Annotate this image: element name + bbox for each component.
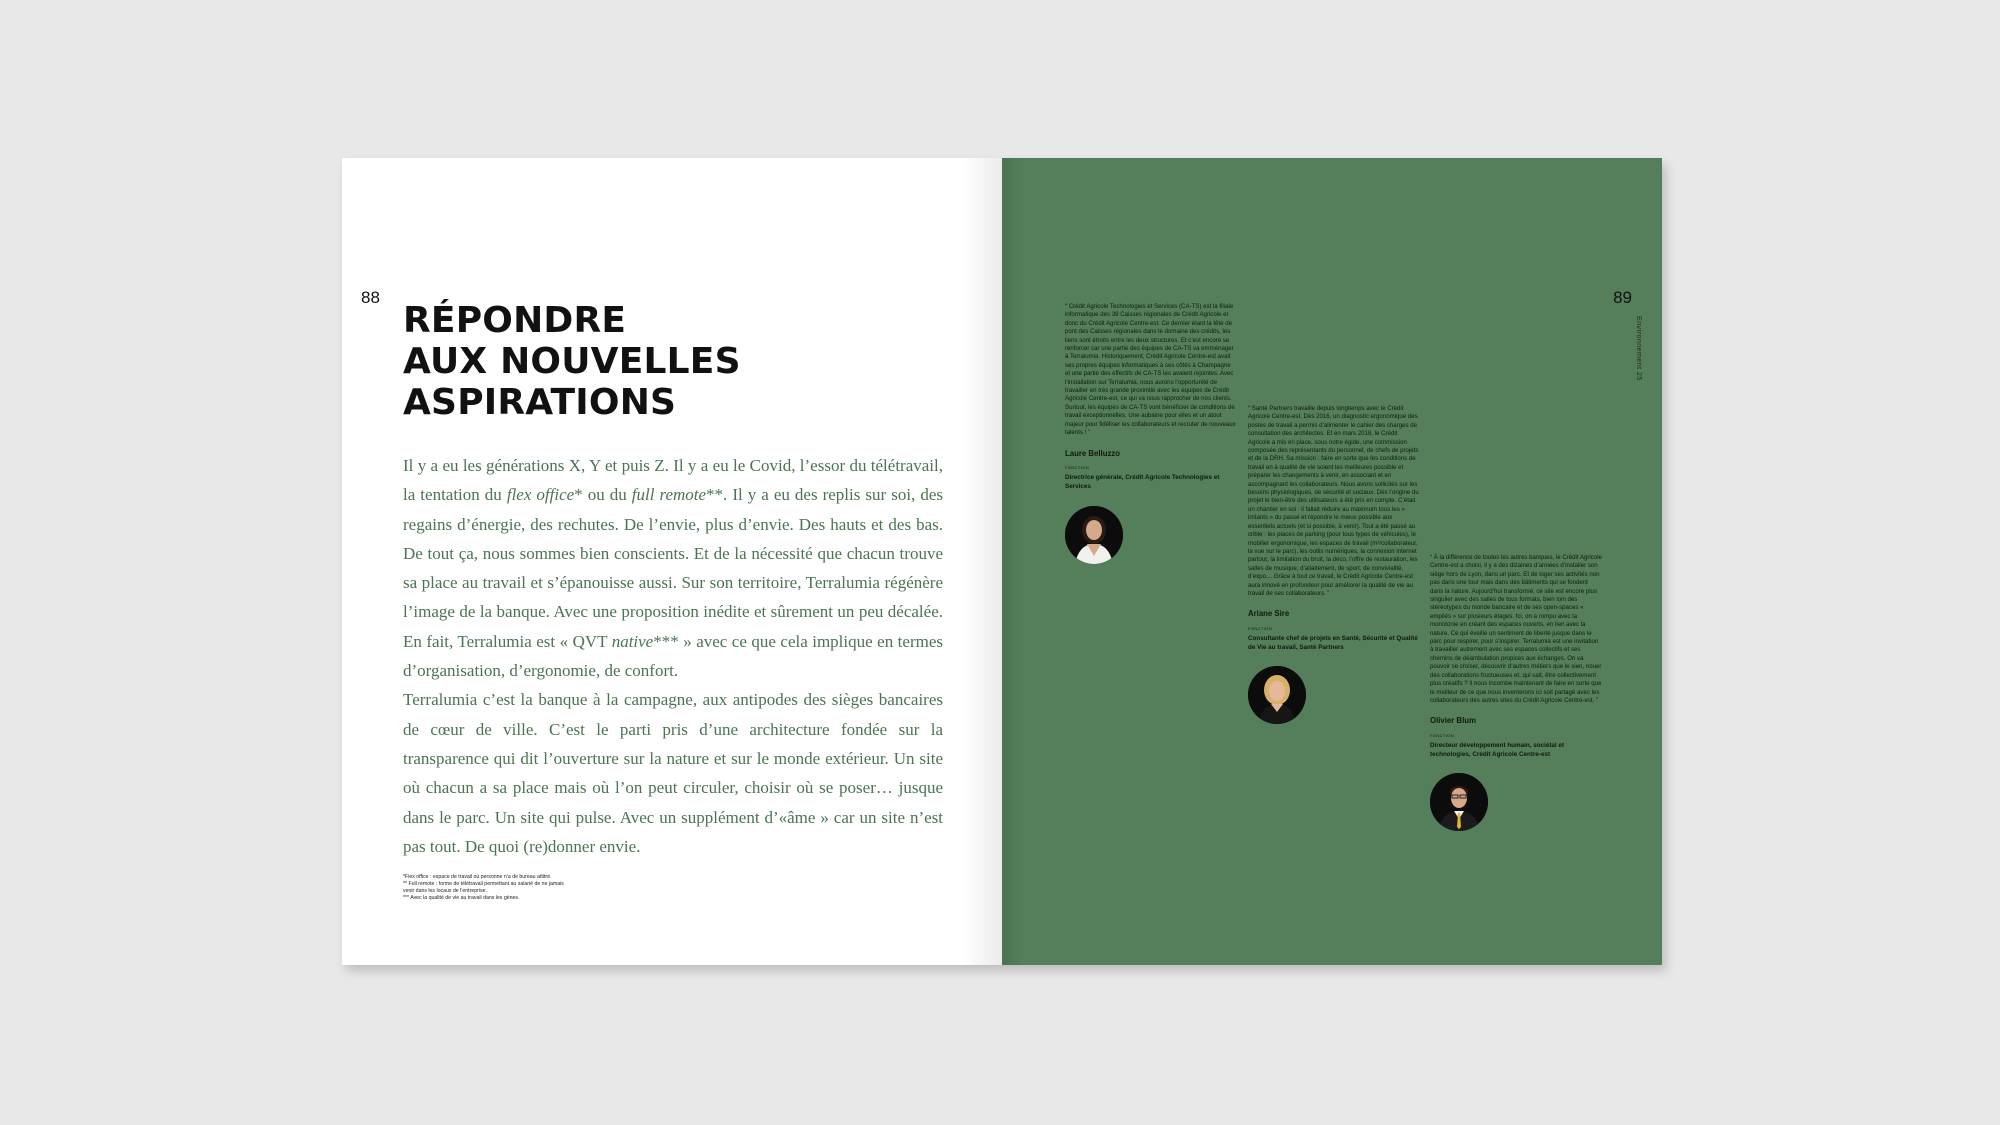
text-run: * ou du — [574, 485, 632, 505]
testimonial-quote: “ Crédit Agricole Technologies et Services (CA-TS) est la filiale informatique des 39 Caisses régionales de Crédit Agricole et donc du Crédit Agricole Centre-est. Ce dernier étant la tête de pont des Caisses régionales dans le domaine des crédits, les liens sont étroits entre les deux structures. Et c’est encore se renforcer car une partie des équipes de CA-TS va emménager à Terralumia. Historiquement, Crédit Agricole Centre-est avait ses propres équipes informatiques à ses côtés à Champagne et une partie des effectifs de CA-TS les avaient rejointes. Avec l’installation sur Terralumia, nous aurons l’opportunité de travailler en très grande proximité avec les équipes de Crédit Agricole Centre-est, ce qui va nous rapprocher de nos clients. Surtout, les équipes de CA-TS vont bénéficier de conditions de travail exceptionnelles. Une aubaine pour elles et un atout majeur pour fidéliser les collaborateurs et recruter de nouveaux talents ! ” — [1065, 303, 1236, 437]
testimonial-quote: “ Santé Partners travaille depuis longtemps avec le Crédit Agricole Centre-est. Dès 2016, un diagnostic ergonomique des postes de travail a permis d’alimenter le cahier des charges de consultation des architectes. Et en mars 2018, le Crédit Agricole a mis en place, sous notre égide, une commission composée des représentants du personnel, de chefs de projets et de la DRH. Sa mission : faire en sorte que les conditions de travail en à qualité de vie soient les meilleures possible et préparer les changements à venir, en associant et en accompagnant les collaborateurs. Nous avons sollicités sur les besoins physiologiques, de sécurité et sociaux. Dès l’origine du projet le bien-être des utilisateurs a été pris en compte. C’était un chantier en soi : il fallait réduire au maximum tous les « irritants » du passé et répondre le mieux possible aux essentiels actuels (et si possible, à venir). Tout a été passé au crible : les places de parking (pour tous types de véhicules), le mobilier ergonomique, les espaces de travail (m²/collaborateur, la vue sur le parc), les outils numériques, la connexion internet partout, la limitation du bruit, la déco, l’offre de restauration, les salles de musique, d’allaitement, de sport, de convivialité, d’expo… Grâce à tout ce travail, le Crédit Agricole Centre-est aura innové en profondeur pour améliorer la qualité de vie au travail de ses collaborateurs. ” — [1248, 405, 1419, 597]
right-page — [1002, 158, 1662, 965]
footnote: *** Avec la qualité de vie au travail dans les gènes. — [403, 895, 520, 901]
role-label: FONCTION — [1248, 625, 1273, 631]
role-label: FONCTION — [1065, 464, 1090, 470]
page-number-left: 88 — [361, 288, 380, 307]
testimonial-name: Laure Belluzzo — [1065, 448, 1121, 458]
testimonial-laure-belluzzo — [1065, 303, 1237, 564]
woman-blonde-avatar — [1248, 666, 1306, 724]
section-tag: Environnement 25 — [1635, 316, 1642, 381]
footnote: *Flex office : espace de travail où personne n’a de bureau attitré. — [403, 874, 552, 880]
role-label: FONCTION — [1430, 732, 1455, 738]
text-run: *** » avec ce que cela implique en termes d’organisation, d’ergonomie, de confort. — [403, 631, 943, 681]
italic-term: native — [611, 631, 654, 651]
testimonial-name: Olivier Blum — [1430, 716, 1476, 726]
footnotes — [403, 874, 603, 902]
testimonial-role: Directeur développement humain, sociétal et technologies, Crédit Agricole Centre-est — [1430, 742, 1565, 758]
footnote: ** Full remote : forme de télétravail permettant au salarié de ne jamais — [403, 881, 564, 887]
magazine-spread — [342, 158, 1662, 965]
paragraph-2: Terralumia c’est la banque à la campagne, aux antipodes des sièges bancaires de cœur de ville. C’est le parti pris d’une architecture fondée sur la transparence qui dit l’ouverture sur la nature et sur le monde extérieur. Un site où chacun a sa place mais où l’on peut circuler, choisir où se poser… jusque dans le parc. Un site qui pulse. Avec un supplément d’«âme » car un site n’est pas tout. De quoi (re)donner envie. — [403, 690, 943, 856]
testimonial-quote: “ À la différence de toutes les autres banques, le Crédit Agricole Centre-est a choisi, il y a des dizaines d’années d’installer son siège hors de Lyon, dans un parc. Et de loger ses activités non pas dans une tour mais dans des bâtiments qui se fondent dans la nature. Aujourd’hui transformé, ce site est encore plus singulier avec des salles de tous formats, bien loin des stéréotypes du monde bancaire et de ses open-spaces « empilés » sur plusieurs étages. Ici, on a rompu avec la monotonie en créant des espaces ouverts, en lien avec la nature. Ce qui éveille un sentiment de liberté jusque dans le parc pour respirer, pour s’inspirer. Terralumia est une invitation à travailler autrement avec ses espaces collectifs et ses chemins de déambulation propices aux échanges. On va pouvoir se croiser, découvrir d’autres métiers que le sien, nouer des collaborations fructueuses et, qui sait, être collectivement plus créatifs ? Il nous incombe maintenant de faire en sorte que le meilleur de ce que nous inventerons ici soit partagé avec les collaborateurs des autres sites du Crédit Agricole Centre-est. ” — [1430, 554, 1602, 704]
body-text — [403, 451, 943, 861]
man-avatar — [1430, 773, 1488, 831]
left-page — [342, 158, 1002, 965]
paragraph-1 — [403, 451, 943, 685]
page-number-right: 89 — [1613, 288, 1632, 307]
testimonial-name: Ariane Sire — [1248, 609, 1290, 619]
testimonial-role: Directrice générale, Crédit Agricole Technologies et Services — [1065, 474, 1220, 490]
title-line: AUX NOUVELLES — [403, 341, 741, 382]
page-title — [403, 300, 823, 423]
testimonial-olivier-blum — [1430, 554, 1602, 831]
title-line: ASPIRATIONS — [403, 382, 677, 423]
title-line: RÉPONDRE — [403, 300, 627, 341]
italic-term: full remote — [631, 485, 707, 505]
testimonial-role: Consultante chef de projets en Santé, Sécurité et Qualité de Vie au travail, Santé Partners — [1248, 635, 1418, 651]
text-run: Il y a eu les générations X, Y et puis Z. Il y a eu le Covid, l’essor du télétravail, la tentation du — [403, 456, 943, 505]
text-run: **. Il y a eu des replis sur soi, des regains d’énergie, des rechutes. De l’envie, plus d’envie. Des hauts et des bas. De tout ça, nous sommes bien conscients. Et de la nécessité que chacun trouve sa place au travail et s’épanouisse aussi. Sur son territoire, Terralumia régénère l’image de la banque. Avec une proposition inédite et sûrement un peu décalée. En fait, Terralumia est « QVT — [403, 485, 943, 651]
testimonial-ariane-sire — [1248, 405, 1420, 724]
italic-term: flex office — [506, 485, 575, 505]
footnote: venir dans les locaux de l’entreprise. — [403, 888, 487, 894]
woman-avatar — [1065, 506, 1123, 564]
